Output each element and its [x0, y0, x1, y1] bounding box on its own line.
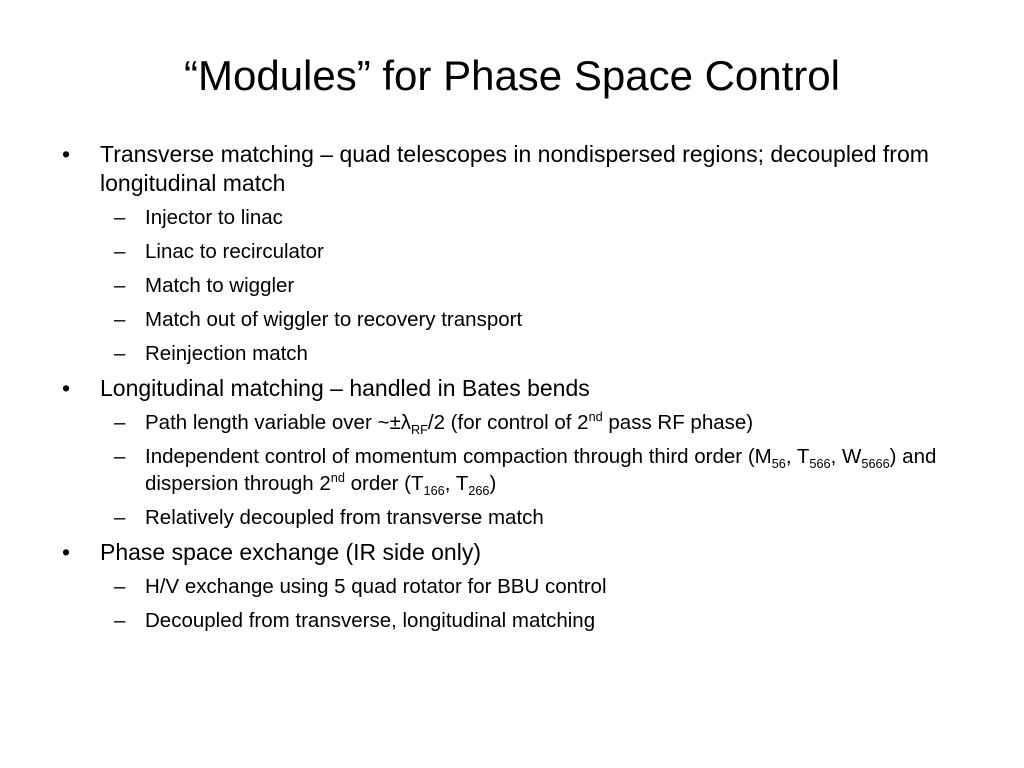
slide-title: “Modules” for Phase Space Control: [184, 52, 840, 99]
sub-item-text: Relatively decoupled from transverse match: [145, 506, 544, 529]
bullet-longitudinal-matching: [60, 374, 960, 403]
sub-item-text: Match out of wiggler to recovery transport: [145, 308, 523, 331]
dash-marker: –: [114, 240, 126, 263]
sub-item-text: Match to wiggler: [145, 274, 295, 297]
bullet-transverse-matching: [60, 140, 960, 198]
dash-marker: –: [114, 411, 126, 434]
sub-list-exchange: [60, 573, 960, 634]
sub-item: [60, 306, 960, 333]
sub-item-text: Path length variable over $\sim\pm\lambda_{RF}/2$ (for control of 2nd pass RF phase): [145, 409, 754, 438]
sub-list-transverse: [60, 204, 960, 367]
lambda-symbol: λ: [400, 411, 411, 434]
dash-marker: –: [114, 308, 126, 331]
sub-item: [60, 272, 960, 299]
bullet-text: Longitudinal matching – handled in Bates bends: [100, 375, 590, 401]
sub-item-text: Injector to linac: [145, 206, 283, 229]
dash-marker: –: [114, 342, 126, 365]
dash-marker: –: [114, 609, 126, 632]
bullet-text: Phase space exchange (IR side only): [100, 539, 481, 565]
dash-marker: –: [114, 274, 126, 297]
sub-item-text: Decoupled from transverse, longitudinal matching: [145, 609, 596, 632]
bullet-phase-space-exchange: [60, 538, 960, 567]
sub-item-text: Independent control of momentum compaction through third order ($M_{56}$, $T_{566}$, $W_{5666}$) and dispersion through 2nd order ($T_{166}$, $T_{266}$): [145, 445, 937, 499]
bullet-text: Transverse matching – quad telescopes in nondispersed regions; decoupled from longitudinal match: [100, 141, 929, 196]
sub-item-momentum-compaction: [60, 443, 960, 497]
dash-marker: –: [114, 445, 126, 468]
sub-item-text: Linac to recirculator: [145, 240, 324, 263]
sub-item-text: H/V exchange using 5 quad rotator for BBU control: [145, 575, 607, 598]
sub-item: [60, 204, 960, 231]
dash-marker: –: [114, 506, 126, 529]
bullet-marker: •: [62, 375, 71, 401]
sub-list-longitudinal: [60, 409, 960, 531]
sub-item: [60, 607, 960, 634]
slide-content: [60, 140, 960, 641]
sub-item-path-length: [60, 409, 960, 436]
bullet-marker: •: [62, 141, 71, 167]
dash-marker: –: [114, 575, 126, 598]
sub-item: [60, 238, 960, 265]
sub-item: [60, 504, 960, 531]
dash-marker: –: [114, 206, 126, 229]
sub-item-text: Reinjection match: [145, 342, 308, 365]
sub-item: [60, 340, 960, 367]
sub-item: [60, 573, 960, 600]
bullet-marker: •: [62, 539, 71, 565]
